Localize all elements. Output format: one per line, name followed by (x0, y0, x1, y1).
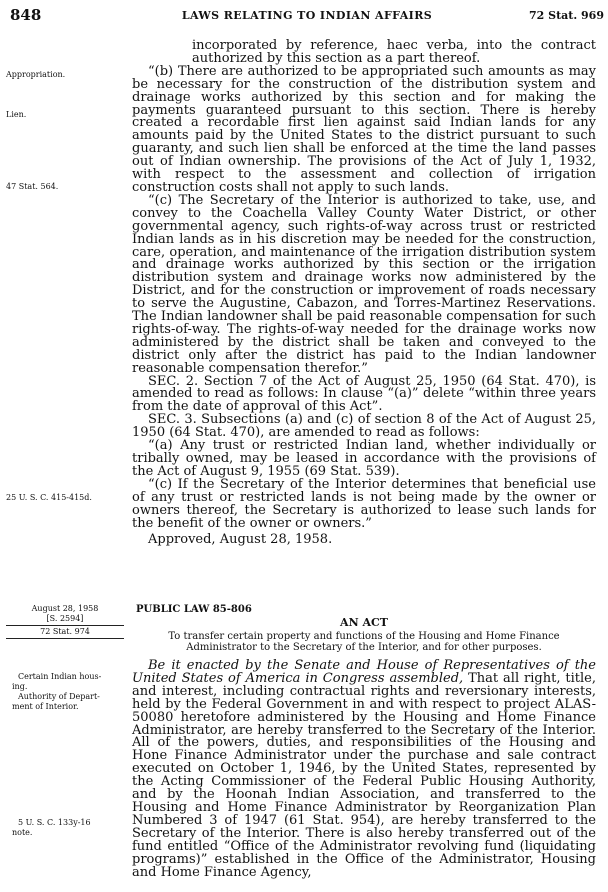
bill-number: [S. 2594] (46, 614, 84, 623)
paragraph: SEC. 3. Subsections (a) and (c) of section 8 of the Act of August 25, 1950 (64 Stat. 470), are amended to read as follows: (132, 412, 596, 441)
sidenote-usc-133 (6, 818, 118, 838)
stat-reference: 72 Stat. 969 (529, 9, 604, 22)
sidenote-usc-415: 25 U. S. C. 415-415d. (6, 493, 92, 502)
act-purpose: To transfer certain property and functions of the Housing and Home Finance Administrator to the Secretary of the Interior, and for other purposes. (168, 631, 560, 653)
sidenote-line: note. (12, 828, 33, 837)
act-body (132, 660, 596, 879)
paragraph: SEC. 2. Section 7 of the Act of August 25, 1950 (64 Stat. 470), is amended to read as follows: In clause “(a)” delete “within three years from the date of approval of this Act”. (132, 373, 596, 415)
body-text: That all right, title, and interest, including contractual rights and reversionary interests, held by the Federal Government in and with respect to project ALAS-50080 heretofore administered by the Housing and Home Finance Administrator, are hereby transferred to the Secretary of the Interior. All of the powers, duties, and responsibilities of the Housing and Hone Finance Administrator under the purchase and sale contract executed on October 1, 1946, by the United States, represented by the Acting Commissioner of the Federal Public Housing Authority, and by the Hoonah Indian Association, and transferred to the Housing and Home Finance Administrator by Reorganization Plan Numbered 3 of 1947 (61 Stat. 954), are hereby transferred to the Secretary of the Interior. There is also hereby transferred out of the fund entitled “Office of the Administrator revolving fund (liquidating programs)” established in the Office of the Administrator, Housing and Home Finance Agency, (132, 670, 596, 880)
statute-text (132, 40, 596, 547)
an-act-heading: AN ACT (340, 616, 388, 629)
law-stat: 72 Stat. 974 (40, 627, 90, 636)
law-date: August 28, 1958 (31, 604, 99, 613)
page-number: 848 (10, 6, 42, 24)
sidenote-line: Authority of Depart- (18, 692, 100, 701)
law-date-box (6, 604, 124, 640)
sidenote-line: Certain Indian hous- (18, 672, 102, 681)
sidenote-line: ment of Interior. (12, 702, 79, 711)
sidenote-line: ing. (12, 682, 28, 691)
paragraph: “(b) There are authorized to be appropriated such amounts as may be necessary for the construction of the distribution system and drainage works authorized by this section and for making the payments guaranteed pursuant to this section. There is hereby created a recordable first lien against said Indian lands for any amounts paid by the United States to the district pursuant to such guaranty, and such lien shall be enforced at the time the land passes out of Indian ownership. The provisions of the Act of July 1, 1932, with respect to the assessment and collection of irrigation construction costs shall not apply to such lands. (132, 63, 596, 195)
sidenote-lien: Lien. (6, 110, 27, 119)
page-header (10, 6, 604, 26)
approval-line: Approved, August 28, 1958. (148, 532, 333, 548)
paragraph (132, 660, 596, 879)
paragraph: “(c) If the Secretary of the Interior determines that beneficial use of any trust or restricted lands is not being made by the owner or owners thereof, the Secretary is authorized to lease such lands for the benefit of the owner or owners.” (132, 476, 596, 531)
enacting-clause: Be it enacted by the Senate and House of Representatives of the United States of America in Congress assembled, (132, 658, 596, 686)
sidenote-appropriation: Appropriation. (6, 70, 66, 79)
paragraph: incorporated by reference, haec verba, into the contract authorized by this section as a part thereof. (192, 38, 596, 66)
paragraph: “(c) The Secretary of the Interior is authorized to take, use, and convey to the Coachella Valley County Water District, or other governmental agency, such rights-of-way across trust or restricted Indian lands as in his discretion may be needed for the construction, care, operation, and maintenance of the irrigation distribution system and drainage works authorized by this section or the irrigation distribution system and drainage works now administered by the District, and for the construction or improvement of roads necessary to serve the Augustine, Cabazon, and Torres-Martinez Reservations. The Indian landowner shall be paid reasonable compensation for such rights-of-way. The rights-of-way needed for the drainage works now administered by the district shall be taken and conveyed to the district only after the district has paid to the Indian landowner reasonable compensation therefor.” (132, 192, 596, 376)
sidenote-indian-housing (6, 672, 118, 712)
public-law-number: PUBLIC LAW 85-806 (136, 604, 252, 615)
running-title: LAWS RELATING TO INDIAN AFFAIRS (181, 9, 433, 22)
paragraph: “(a) Any trust or restricted Indian land, whether individually or tribally owned, may be leased in accordance with the provisions of the Act of August 9, 1955 (69 Stat. 539). (132, 438, 596, 479)
sidenote-line: 5 U. S. C. 133y-16 (18, 818, 91, 827)
divider (6, 625, 124, 626)
divider (6, 638, 124, 639)
sidenote-stat-564: 47 Stat. 564. (6, 182, 59, 191)
